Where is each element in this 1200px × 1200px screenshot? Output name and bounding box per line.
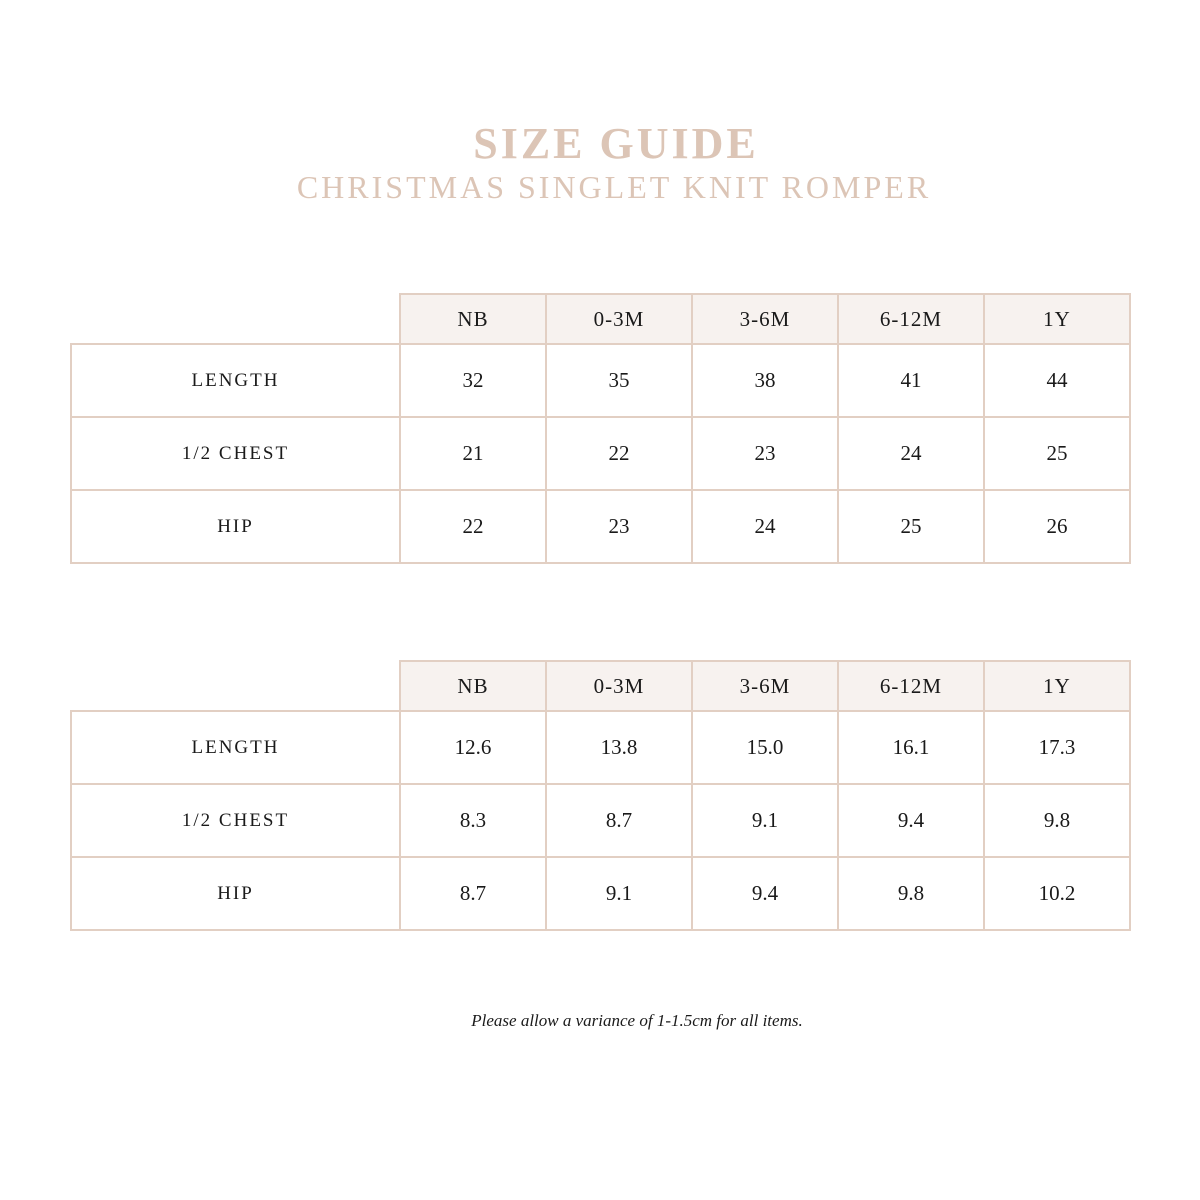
table-row (71, 417, 1130, 490)
table-row (71, 344, 1130, 417)
table-cell: 9.4 (692, 857, 838, 930)
table-cell: 35 (546, 344, 692, 417)
size-header-6-12m: 6-12M (838, 294, 984, 344)
row-label-length: LENGTH (71, 711, 400, 784)
table-cell: 44 (984, 344, 1130, 417)
table-cell: 38 (692, 344, 838, 417)
table-cell: 15.0 (692, 711, 838, 784)
table-cell: 9.4 (838, 784, 984, 857)
table-header-row (71, 294, 1130, 344)
row-label-hip: HIP (71, 490, 400, 563)
table-header-row (71, 661, 1130, 711)
row-label-half-chest: 1/2 CHEST (71, 784, 400, 857)
variance-note: Please allow a variance of 1-1.5cm for all items. (471, 1011, 803, 1030)
table-cell: 25 (838, 490, 984, 563)
inches-size-table (70, 660, 1131, 931)
table-cell: 17.3 (984, 711, 1130, 784)
table-cell: 12.6 (400, 711, 546, 784)
table-row (71, 711, 1130, 784)
table-row (71, 857, 1130, 930)
size-header-nb: NB (400, 294, 546, 344)
cm-size-table (70, 293, 1131, 564)
size-header-nb: NB (400, 661, 546, 711)
table-cell: 9.8 (838, 857, 984, 930)
table-corner-cell (71, 294, 400, 344)
table-cell: 8.7 (400, 857, 546, 930)
size-header-0-3m: 0-3M (546, 294, 692, 344)
table-cell: 9.1 (546, 857, 692, 930)
table-cell: 41 (838, 344, 984, 417)
size-header-6-12m: 6-12M (838, 661, 984, 711)
table-cell: 21 (400, 417, 546, 490)
table-cell: 16.1 (838, 711, 984, 784)
row-label-length: LENGTH (71, 344, 400, 417)
table-cell: 22 (546, 417, 692, 490)
table-row (71, 784, 1130, 857)
table-cell: 26 (984, 490, 1130, 563)
table-cell: 23 (692, 417, 838, 490)
table-cell: 10.2 (984, 857, 1130, 930)
size-header-1y: 1Y (984, 661, 1130, 711)
table-cell: 9.1 (692, 784, 838, 857)
table-cell: 9.8 (984, 784, 1130, 857)
table-cell: 8.3 (400, 784, 546, 857)
table-cell: 25 (984, 417, 1130, 490)
table-corner-cell (71, 661, 400, 711)
size-header-1y: 1Y (984, 294, 1130, 344)
size-header-3-6m: 3-6M (692, 294, 838, 344)
table-cell: 24 (838, 417, 984, 490)
page-title: SIZE GUIDE (473, 119, 759, 168)
size-header-0-3m: 0-3M (546, 661, 692, 711)
table-cell: 24 (692, 490, 838, 563)
row-label-hip: HIP (71, 857, 400, 930)
size-header-3-6m: 3-6M (692, 661, 838, 711)
row-label-half-chest: 1/2 CHEST (71, 417, 400, 490)
product-subtitle: CHRISTMAS SINGLET KNIT ROMPER (296, 169, 932, 205)
table-cell: 22 (400, 490, 546, 563)
table-cell: 13.8 (546, 711, 692, 784)
table-cell: 8.7 (546, 784, 692, 857)
table-cell: 32 (400, 344, 546, 417)
table-row (71, 490, 1130, 563)
table-cell: 23 (546, 490, 692, 563)
